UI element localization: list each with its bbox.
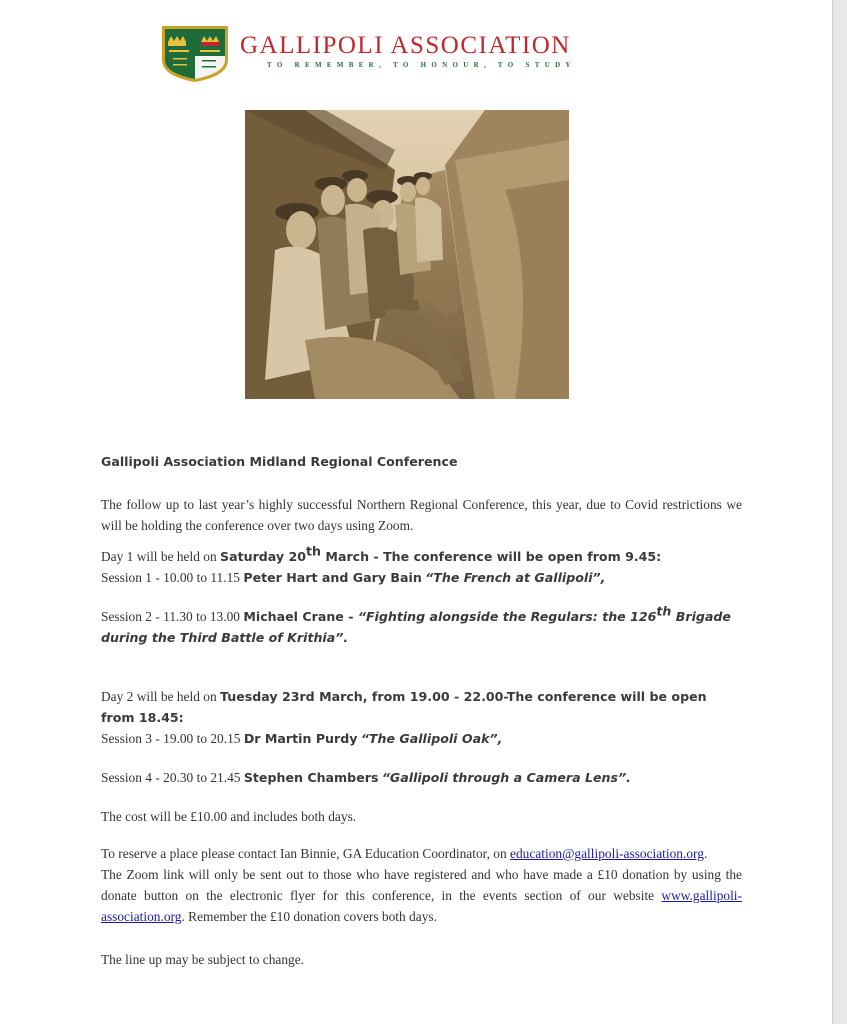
- day1-detail: March - The conference will be open from 9.45:: [321, 549, 662, 564]
- zoom-paragraph: [101, 864, 742, 927]
- association-crest-icon: [160, 24, 230, 84]
- zoom-text: The Zoom link will only be sent out to those who have registered and who have made a £10 donation by using the donate button on the electronic flyer for this conference, in the events section of our website: [101, 867, 742, 903]
- letterhead: [160, 24, 650, 86]
- organization-motto: TO REMEMBER, TO HONOUR, TO STUDY: [267, 61, 576, 69]
- zoom-text-end: . Remember the £10 donation covers both days.: [181, 909, 437, 924]
- day1-date-suffix: th: [306, 543, 322, 559]
- session-1-time: Session 1 - 10.00 to 11.15: [101, 570, 244, 585]
- document-body: [101, 451, 742, 970]
- session-2-title-part1: “Fighting alongside the Regulars: the 126: [357, 609, 657, 624]
- session-4-title: “Gallipoli through a Camera Lens”.: [381, 770, 631, 785]
- session-2-speaker: Michael Crane -: [243, 609, 358, 624]
- session-4-speaker: Stephen Chambers: [243, 770, 379, 785]
- session-4-time: Session 4 - 20.30 to 21.45: [101, 770, 244, 785]
- session-3-title: “The Gallipoli Oak”,: [360, 731, 503, 746]
- session-3-time: Session 3 - 19.00 to 20.15: [101, 731, 244, 746]
- trench-soldiers-photo: [245, 110, 569, 399]
- day2-detail: Tuesday 23rd March, from 19.00 - 22.00-The conference will be open from 18.45:: [101, 689, 707, 725]
- website-link[interactable]: www.gallipoli-association.org: [101, 888, 742, 924]
- day2-heading: [101, 686, 742, 728]
- education-email-link[interactable]: education@gallipoli-association.org: [510, 846, 704, 861]
- session-2: [101, 603, 742, 648]
- page-edge: [832, 0, 847, 1024]
- organization-name: GALLIPOLI ASSOCIATION: [240, 32, 571, 59]
- session-4: [101, 767, 742, 788]
- intro-paragraph: The follow up to last year’s highly successful Northern Regional Conference, this year, due to Covid restrictions we will be holding the conference over two days using Zoom.: [101, 497, 742, 533]
- session-2-title-part2: Brigade during the Third Battle of Krithia”.: [101, 609, 731, 645]
- day2-lead: Day 2 will be held on: [101, 689, 221, 704]
- cost-paragraph: The cost will be £10.00 and includes both days.: [101, 809, 357, 824]
- session-1: [101, 567, 742, 588]
- session-1-speaker: Peter Hart and Gary Bain: [243, 570, 422, 585]
- day1-heading: [101, 543, 742, 567]
- session-2-time: Session 2 - 11.30 to 13.00: [101, 609, 244, 624]
- day1-lead: Day 1 will be held on: [101, 549, 221, 564]
- session-1-title: “The French at Gallipoli”,: [425, 570, 606, 585]
- reserve-text: To reserve a place please contact Ian Binnie, GA Education Coordinator, on: [101, 846, 511, 861]
- session-3-speaker: Dr Martin Purdy: [243, 731, 358, 746]
- reserve-paragraph: To reserve a place please contact Ian Binnie, GA Education Coordinator, on education@gallipoli-association.org.: [101, 846, 708, 861]
- session-3: [101, 728, 742, 749]
- day1-date: Saturday 20: [220, 549, 307, 564]
- lineup-note: The line up may be subject to change.: [101, 952, 305, 967]
- session-2-title-suffix: th: [656, 603, 672, 619]
- conference-title-text: Gallipoli Association Midland Regional Conference: [101, 454, 458, 469]
- conference-title: [101, 451, 742, 472]
